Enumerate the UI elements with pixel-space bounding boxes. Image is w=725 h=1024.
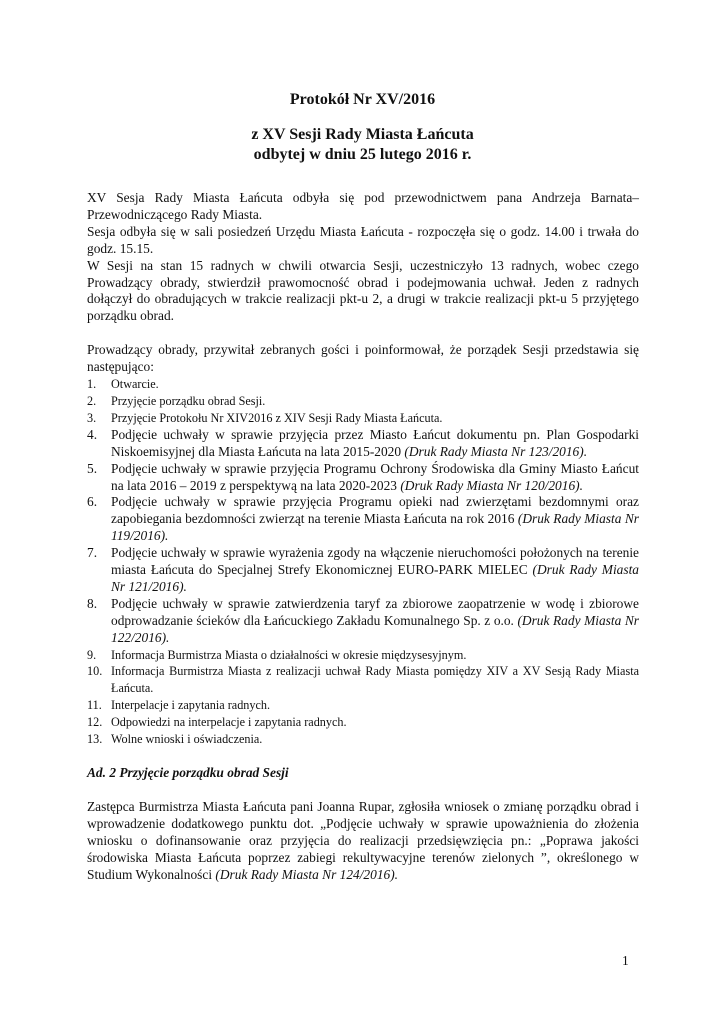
agenda-item-druk: (Druk Rady Miasta Nr 121/2016). xyxy=(111,562,639,594)
section-body-text: Zastępca Burmistrza Miasta Łańcuta pani Joanna Rupar, zgłosiła wniosek o zmianę porządku obrad i wprowadzenie dodatkowego punktu dot. „Podjęcie uchwały w sprawie upoważnienia do złożenia wniosku o dofinansowanie oraz przyjęcia do realizacji przedsięwzięcia pn.: „Poprawa jakości środowiska Miasta Łańcuta poprzez zabiegi rekultywacyjne terenów zielonych ”, określonego w Studium Wykonalności xyxy=(87,798,639,882)
agenda-item xyxy=(87,545,639,596)
agenda-item-text: Otwarcie. xyxy=(111,377,159,392)
agenda-item-text: Podjęcie uchwały w sprawie przyjęcia Programu Ochrony Środowiska dla Gminy Miasto Łańcut na lata 2016 – 2019 z perspektywą na lata 2020-2023 xyxy=(111,460,639,493)
agenda-item-text: Wolne wnioski i oświadczenia. xyxy=(111,732,263,747)
intro-paragraph-quorum: W Sesji na stan 15 radnych w chwili otwarcia Sesji, uczestniczyło 13 radnych, wobec czego Prowadzący obrady, stwierdził prawomocność obrad i podejmowania uchwał. Jeden z radnych dołączył do obradujących w trakcie realizacji pkt-u 2, a drugi w trakcie realizacji pkt-u 5 przyjętego porządku obrad. xyxy=(87,257,639,324)
agenda-item-number: 6. xyxy=(87,494,98,510)
agenda-item xyxy=(87,427,639,461)
agenda-item xyxy=(87,714,639,731)
agenda-item-text: Podjęcie uchwały w sprawie wyrażenia zgody na włączenie nieruchomości położonych na terenie miasta Łańcuta do Specjalnej Strefy Ekonomicznej EURO-PARK MIELEC xyxy=(111,545,639,578)
agenda-item-text: Przyjęcie Protokołu Nr XIV2016 z XIV Sesji Rady Miasta Łańcuta. xyxy=(111,410,443,425)
section-body xyxy=(87,799,639,884)
agenda-item-druk: (Druk Rady Miasta Nr 119/2016). xyxy=(111,511,639,544)
agenda-item xyxy=(87,697,639,714)
agenda-intro: Prowadzący obrady, przywitał zebranych gości i poinformował, że porządek Sesji przedstawia się następująco: xyxy=(87,342,639,375)
agenda-item-number: 2. xyxy=(87,393,97,408)
agenda-item-number: 4. xyxy=(87,426,98,442)
agenda-item-number: 13. xyxy=(87,732,103,747)
agenda-item xyxy=(87,393,639,410)
agenda-item xyxy=(87,410,639,427)
agenda-item xyxy=(87,494,639,545)
session-date: odbytej w dniu 25 lutego 2016 r. xyxy=(253,146,472,163)
agenda-item xyxy=(87,461,639,495)
page-number: 1 xyxy=(622,953,629,968)
agenda-item-text: Podjęcie uchwały w sprawie zatwierdzenia taryf za zbiorowe zaopatrzenie w wodę i zbiorowe odprowadzanie ścieków dla Łańcuckiego Zakładu Komunalnego Sp. z o.o. xyxy=(111,595,639,628)
protocol-title: Protokół Nr XV/2016 xyxy=(289,91,436,108)
agenda-item-text: Interpelacje i zapytania radnych. xyxy=(111,698,271,713)
spacer xyxy=(87,748,639,765)
agenda-item-number: 9. xyxy=(87,647,97,662)
agenda-item-text: Podjęcie uchwały w sprawie przyjęcia Programu opieki nad zwierzętami bezdomnymi oraz zapobiegania bezdomności zwierząt na terenie Miasta Łańcuta na rok 2016 xyxy=(111,494,639,527)
agenda-list xyxy=(87,376,639,748)
agenda-item xyxy=(87,647,639,664)
agenda-item-number: 3. xyxy=(87,410,97,425)
agenda-item-number: 7. xyxy=(87,545,98,561)
agenda-item-text: Informacja Burmistrza Miasta o działalności w okresie międzysesyjnym. xyxy=(111,647,467,662)
section-heading: Ad. 2 Przyjęcie porządku obrad Sesji xyxy=(87,765,289,780)
agenda-item-number: 10. xyxy=(87,664,103,679)
section-body-druk: (Druk Rady Miasta Nr 124/2016). xyxy=(215,866,399,882)
agenda-item-number: 12. xyxy=(87,715,103,730)
agenda-item-druk: (Druk Rady Miasta Nr 120/2016). xyxy=(400,477,583,493)
agenda-item-text: Przyjęcie porządku obrad Sesji. xyxy=(111,393,266,408)
intro-paragraph-chair: XV Sesja Rady Miasta Łańcuta odbyła się pod przewodnictwem pana Andrzeja Barnata–Przewodniczącego Rady Miasta. xyxy=(87,190,639,222)
agenda-item-number: 11. xyxy=(87,698,102,713)
agenda-item xyxy=(87,596,639,647)
intro-paragraph-time: Sesja odbyła się w sali posiedzeń Urzędu Miasta Łańcuta - rozpoczęła się o godz. 14.00 i trwała do godz. 15.15. xyxy=(87,223,639,256)
agenda-item xyxy=(87,663,639,697)
spacer xyxy=(87,782,639,799)
agenda-item-number: 8. xyxy=(87,595,98,611)
agenda-item xyxy=(87,376,639,393)
agenda-item-number: 1. xyxy=(87,377,97,392)
agenda-item-druk: (Druk Rady Miasta Nr 122/2016). xyxy=(111,612,639,645)
agenda-item xyxy=(87,731,639,748)
session-title: z XV Sesji Rady Miasta Łańcuta xyxy=(251,126,474,143)
document-body xyxy=(87,190,639,883)
agenda-item-druk: (Druk Rady Miasta Nr 123/2016). xyxy=(404,443,588,459)
agenda-item-text: Informacja Burmistrza Miasta z realizacji uchwał Rady Miasta pomiędzy XIV a XV Sesją Rady Miasta Łańcuta. xyxy=(111,664,639,696)
agenda-item-text: Odpowiedzi na interpelacje i zapytania radnych. xyxy=(111,715,347,730)
spacer xyxy=(87,325,639,342)
agenda-item-number: 5. xyxy=(87,460,98,476)
agenda-item-text: Podjęcie uchwały w sprawie przyjęcia przez Miasto Łańcut dokumentu pn. Plan Gospodarki Niskoemisyjnej dla Miasta Łańcuta na lata 2015-2020 xyxy=(111,426,639,459)
